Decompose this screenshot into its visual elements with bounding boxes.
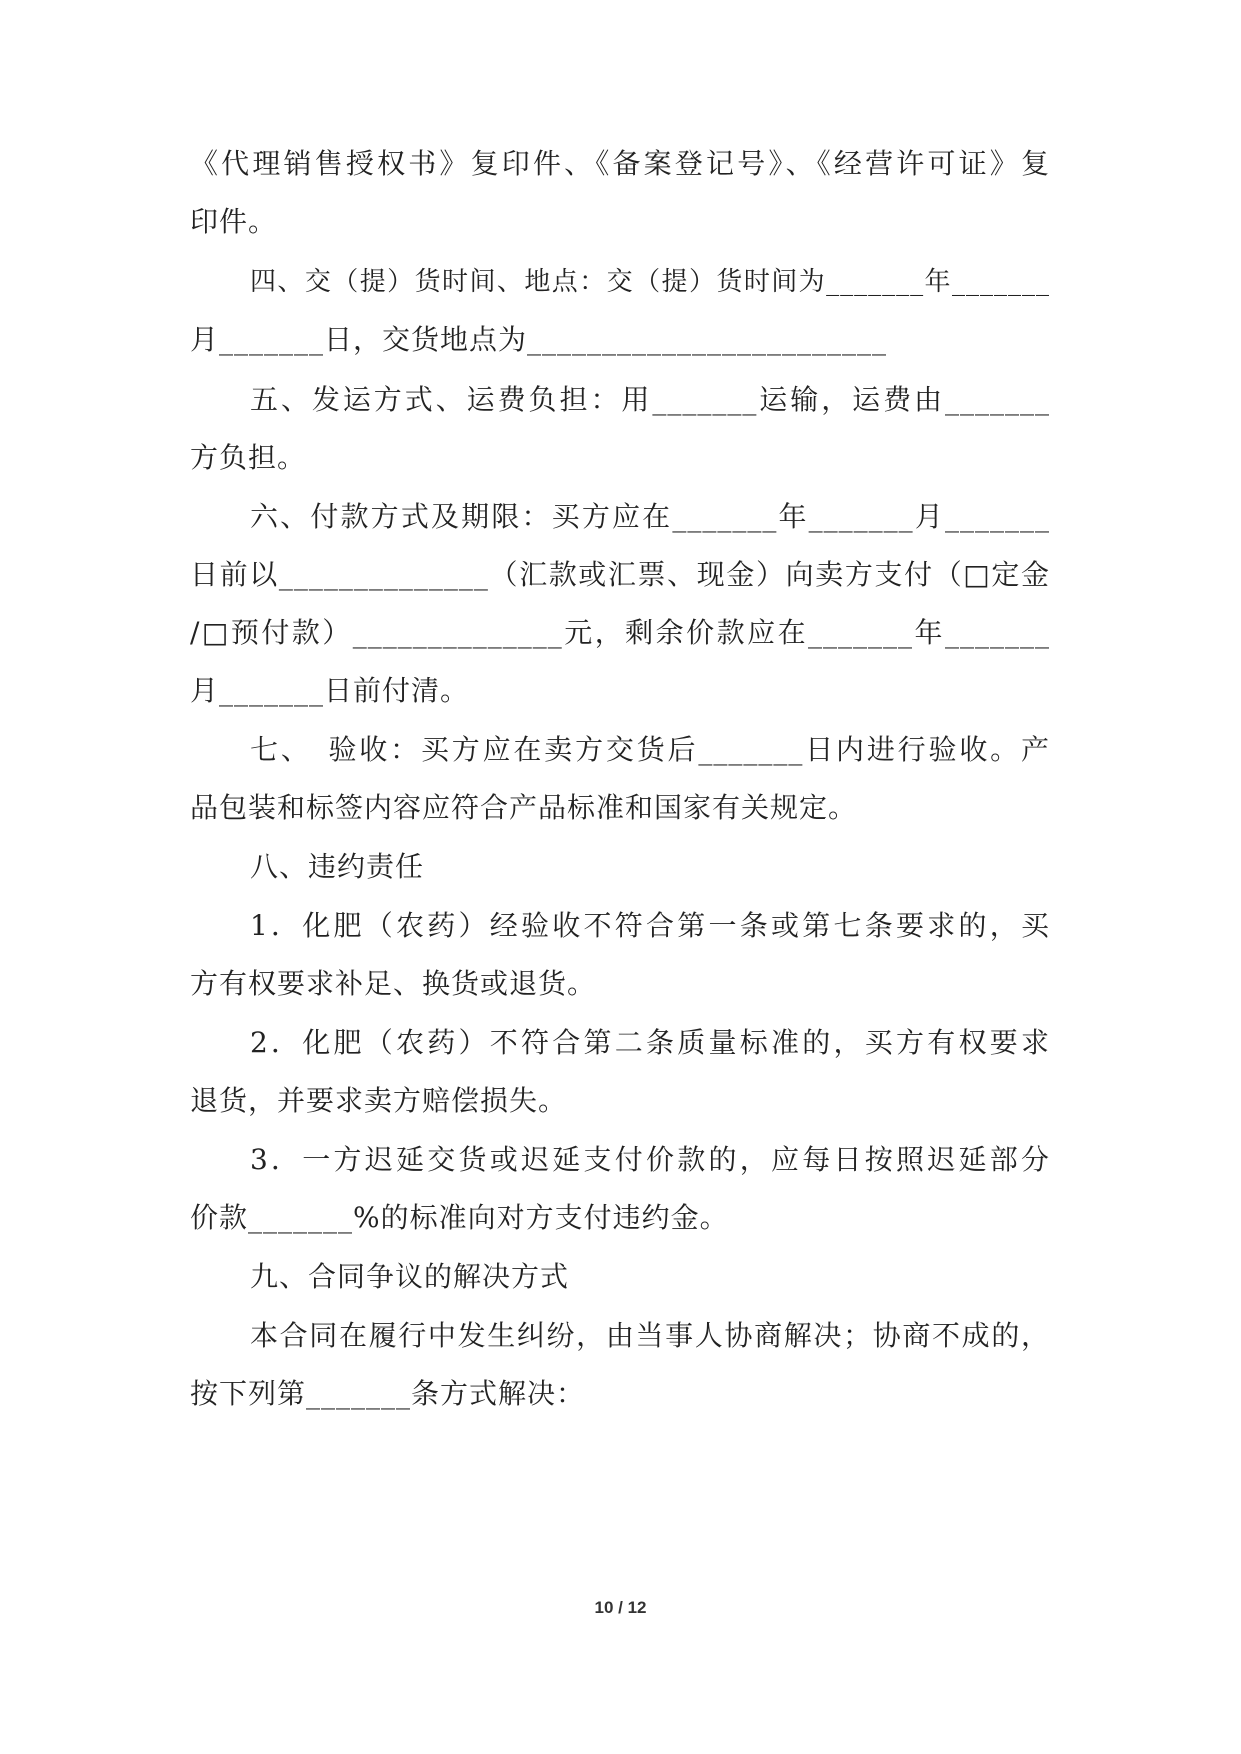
dispute-text-line: 本合同在履行中发生纠纷，由当事人协商解决；协商不成的， (250, 1319, 1050, 1352)
text-line: 品包装和标签内容应符合产品标准和国家有关规定。 (190, 791, 858, 824)
page-number: 10 / 12 (594, 1598, 647, 1617)
clause-5-line: 五、发运方式、运费负担：用_______运输，运费由_______ (250, 383, 1050, 416)
clause-7-line: 七、 验收：买方应在卖方交货后_______日内进行验收。产 (250, 733, 1050, 766)
text-line: 月_______日，交货地点为________________________ (190, 323, 888, 356)
text-line: 印件。 (190, 205, 278, 238)
text-line: 价款_______%的标准向对方支付违约金。 (190, 1201, 729, 1234)
text-line: /□预付款）______________元，剩余价款应在_______年_______ (190, 616, 1050, 649)
clause-6-line: 六、付款方式及期限：买方应在_______年_______月_______ (250, 500, 1050, 533)
breach-item-1: 1．化肥（农药）经验收不符合第一条或第七条要求的，买 (250, 909, 1050, 942)
breach-item-3: 3．一方迟延交货或迟延支付价款的，应每日按照迟延部分 (250, 1143, 1050, 1176)
text-line: 按下列第_______条方式解决： (190, 1377, 586, 1410)
text-line: 方有权要求补足、换货或退货。 (190, 967, 597, 1000)
section-heading-dispute: 九、合同争议的解决方式 (250, 1260, 570, 1293)
text-line: 退货，并要求卖方赔偿损失。 (190, 1084, 568, 1117)
text-line: 日前以______________（汇款或汇票、现金）向卖方支付（□定金 (190, 558, 1050, 591)
text-line: 《代理销售授权书》复印件、《备案登记号》、《经营许可证》复 (190, 147, 1050, 180)
section-heading-breach: 八、违约责任 (250, 850, 425, 883)
text-line: 月_______日前付清。 (190, 674, 470, 707)
clause-4-line: 四、交（提）货时间、地点：交（提）货时间为_______年_______ (250, 267, 1050, 297)
text-line: 方负担。 (190, 441, 307, 474)
breach-item-2: 2．化肥（农药）不符合第二条质量标准的，买方有权要求 (250, 1026, 1050, 1059)
